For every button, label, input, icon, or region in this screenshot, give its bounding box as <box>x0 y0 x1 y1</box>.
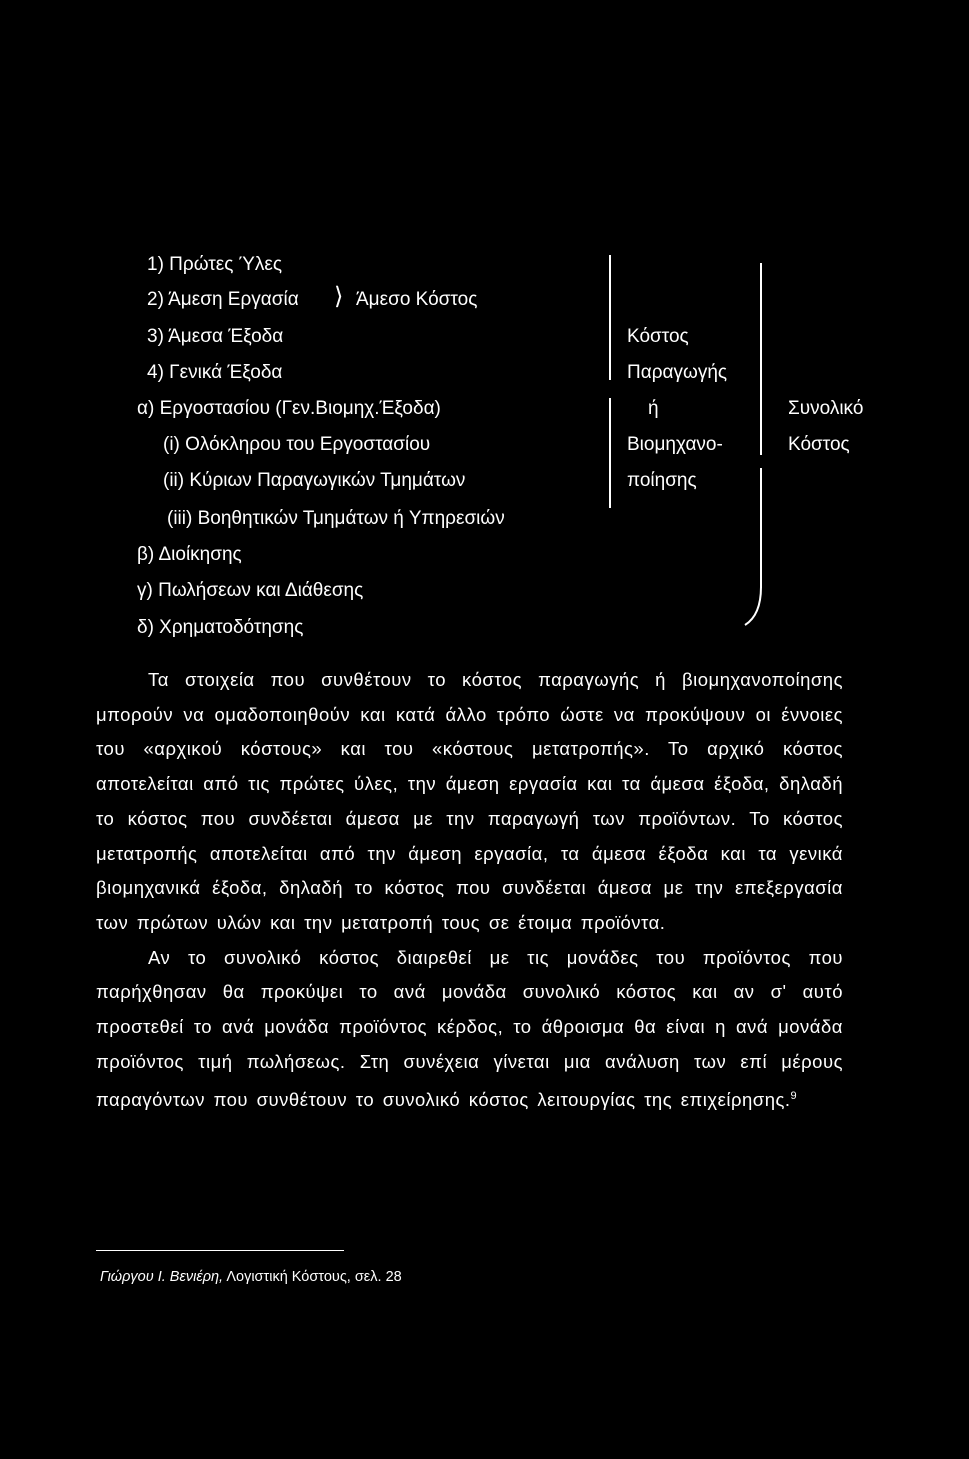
footnote-ref: 9 <box>790 1090 798 1103</box>
list-item-a-ii: (ii) Κύριων Παραγωγικών Τμημάτων <box>163 470 466 491</box>
paragraph-2-text: Αν το συνολικό κόστος διαιρεθεί με τις μονάδες του προϊόντος που παρήχθησαν θα προκύψει το ανά μονάδα συνολικό κόστος και αν σ' αυτό προστεθεί το ανά μονάδα προϊόντος κέρδος, το άθροισμα θα είναι η ανά μονάδα προϊόντος τιμή πωλήσεως. Στη συνέχεια γίνεται μια ανάλυση των επί μέρους παραγόντων που συνθέτουν το συνολικό κόστος λειτουργίας της επιχείρησης. <box>96 946 843 1111</box>
list-item-c: γ) Πωλήσεων και Διάθεσης <box>137 580 364 601</box>
brace-mark: ⟩ <box>334 283 344 310</box>
list-item-1: 1) Πρώτες Ύλες <box>147 254 283 275</box>
production-cost-line-4: Βιομηχανο- <box>627 434 723 455</box>
production-cost-line-1: Κόστος <box>627 326 689 347</box>
middle-bracket-lower <box>609 398 611 508</box>
list-item-a: α) Εργοστασίου (Γεν.Βιομηχ.Έξοδα) <box>137 398 441 419</box>
right-bracket-hook <box>740 585 770 630</box>
right-bracket-lower <box>760 468 762 588</box>
list-item-d: δ) Χρηματοδότησης <box>137 617 304 638</box>
list-item-a-iii: (iii) Βοηθητικών Τμημάτων ή Υπηρεσιών <box>167 508 505 529</box>
list-item-a-i: (i) Ολόκληρου του Εργοστασίου <box>163 434 431 455</box>
total-cost-line-2: Κόστος <box>788 434 850 455</box>
footnote-rule <box>96 1250 344 1251</box>
production-cost-line-3: ή <box>648 398 659 419</box>
body-text <box>96 663 843 1118</box>
direct-cost-label: Άμεσο Κόστος <box>356 289 478 310</box>
footnote <box>100 1269 402 1285</box>
list-item-2: 2) Άμεση Εργασία <box>147 289 299 310</box>
paragraph-2 <box>96 941 843 1119</box>
production-cost-line-2: Παραγωγής <box>627 362 728 383</box>
footnote-source: Λογιστική Κόστους, σελ. 28 <box>226 1269 402 1285</box>
total-cost-line-1: Συνολικό <box>788 398 864 419</box>
footnote-author: Γιώργου Ι. Βενιέρη, <box>100 1269 224 1285</box>
list-item-b: β) Διοίκησης <box>137 544 242 565</box>
middle-bracket-upper <box>609 255 611 380</box>
production-cost-line-5: ποίησης <box>627 470 697 491</box>
list-item-3: 3) Άμεσα Έξοδα <box>147 326 284 347</box>
paragraph-1: Τα στοιχεία που συνθέτουν το κόστος παραγωγής ή βιομηχανοποίησης μπορούν να ομαδοποιηθούν και κατά άλλο τρόπο ώστε να προκύψουν οι έννοιες του «αρχικού κόστους» και του «κόστους μετατροπής». Το αρχικό κόστος αποτελείται από τις πρώτες ύλες, την άμεση εργασία και τα άμεσα έξοδα, δηλαδή το κόστος που συνδέεται άμεσα με την παραγωγή των προϊόντων. Το κόστος μετατροπής αποτελείται από την άμεση εργασία, τα άμεσα έξοδα και τα γενικά βιομηχανικά έξοδα, δηλαδή το κόστος που συνδέεται άμεσα με την επεξεργασία των πρώτων υλών και την μετατροπή τους σε έτοιμα προϊόντα. <box>96 669 843 933</box>
list-item-4: 4) Γενικά Έξοδα <box>147 362 283 383</box>
right-bracket-upper <box>760 263 762 455</box>
